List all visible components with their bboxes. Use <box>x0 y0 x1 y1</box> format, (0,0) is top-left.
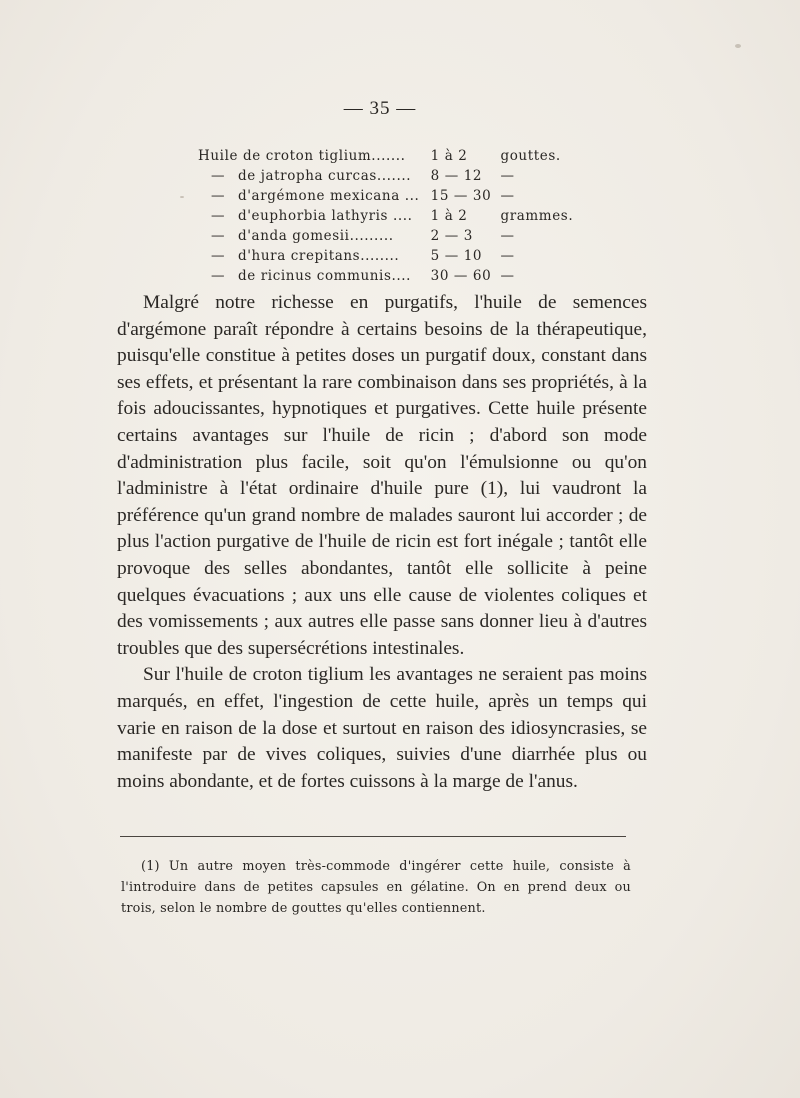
dosage-row <box>198 226 578 246</box>
dosage-range: 30 — 60 <box>430 268 492 284</box>
dosage-row <box>198 246 578 266</box>
dosage-unit: gouttes. <box>500 148 561 164</box>
dosage-range: 1 à 2 <box>430 208 468 224</box>
paper-speck <box>180 196 184 198</box>
dosage-range: 2 — 3 <box>430 228 473 244</box>
dosage-unit: — <box>500 168 515 184</box>
dosage-range: 5 — 10 <box>430 248 483 264</box>
dosage-name: Huile de croton tiglium....... <box>198 148 406 164</box>
paper-speck <box>735 44 741 48</box>
footnote-divider <box>120 836 626 837</box>
ditto-dash: — <box>210 168 226 184</box>
dosage-range: 8 — 12 <box>430 168 483 184</box>
dosage-name: — de jatropha curcas....... <box>198 166 431 186</box>
dosage-unit: — <box>500 268 515 284</box>
ditto-dash: — <box>210 188 226 204</box>
dosage-name: — d'argémone mexicana ... <box>198 186 431 206</box>
dosage-unit: — <box>500 188 515 204</box>
ditto-dash: — <box>210 248 226 264</box>
ditto-dash: — <box>210 208 226 224</box>
dosage-row <box>198 166 578 186</box>
paragraph: Sur l'huile de croton tiglium les avantages ne seraient pas moins marqués, en effet, l'ingestion de cette huile, après un temps qui varie en raison de la dose et surtout en raison des idiosyncrasies, se manifeste par de vives coliques, suivies d'une diarrhée plus ou moins abondante, et de fortes cuissons à la marge de l'anus. <box>117 664 647 792</box>
ditto-dash: — <box>210 268 226 284</box>
dosage-name: — d'euphorbia lathyris .... <box>198 206 431 226</box>
dosage-range: 15 — 30 <box>430 188 492 204</box>
paragraph: Malgré notre richesse en purgatifs, l'huile de semences d'argémone paraît répondre à certains besoins de la thérapeutique, puisqu'elle constitue à petites doses un purgatif doux, constant dans ses effets, et présentant la rare combinaison dans ses propriétés, à la fois adoucissantes, hypnotiques et purgatives. Cette huile présente certains avantages sur l'huile de ricin ; d'abord son mode d'administration plus facile, soit qu'on l'émulsionne ou qu'on l'administre à l'état ordinaire d'huile pure (1), lui vaudront la préférence qu'un grand nombre de malades sauront lui accorder ; de plus l'action purgative de l'huile de ricin est fort inégale ; tantôt elle provoque des selles abondantes, tantôt elle sollicite à peine quelques évacuations ; aux uns elle cause de violentes coliques et des vomissements ; aux autres elle passe sans donner lieu à d'autres troubles que des supersécrétions intestinales. <box>117 292 647 659</box>
dosage-row <box>198 206 578 226</box>
dosage-row <box>198 146 578 166</box>
dosage-range: 1 à 2 <box>430 148 468 164</box>
dosage-table <box>198 146 578 286</box>
dosage-name: — de ricinus communis.... <box>198 266 431 286</box>
dosage-unit: — <box>500 248 515 264</box>
dosage-row <box>198 266 578 286</box>
dosage-unit: grammes. <box>500 208 574 224</box>
dosage-name: — d'anda gomesii......... <box>198 226 431 246</box>
dosage-row <box>198 186 578 206</box>
dosage-name: — d'hura crepitans........ <box>198 246 431 266</box>
ditto-dash: — <box>210 228 226 244</box>
dosage-unit: — <box>500 228 515 244</box>
body-text <box>117 290 647 795</box>
page-number: — 35 — <box>343 98 417 119</box>
footnote: (1) Un autre moyen très-commode d'ingérer cette huile, consiste à l'introduire dans de petites capsules en gélatine. On en prend deux ou trois, selon le nombre de gouttes qu'elles contiennent. <box>121 859 631 916</box>
